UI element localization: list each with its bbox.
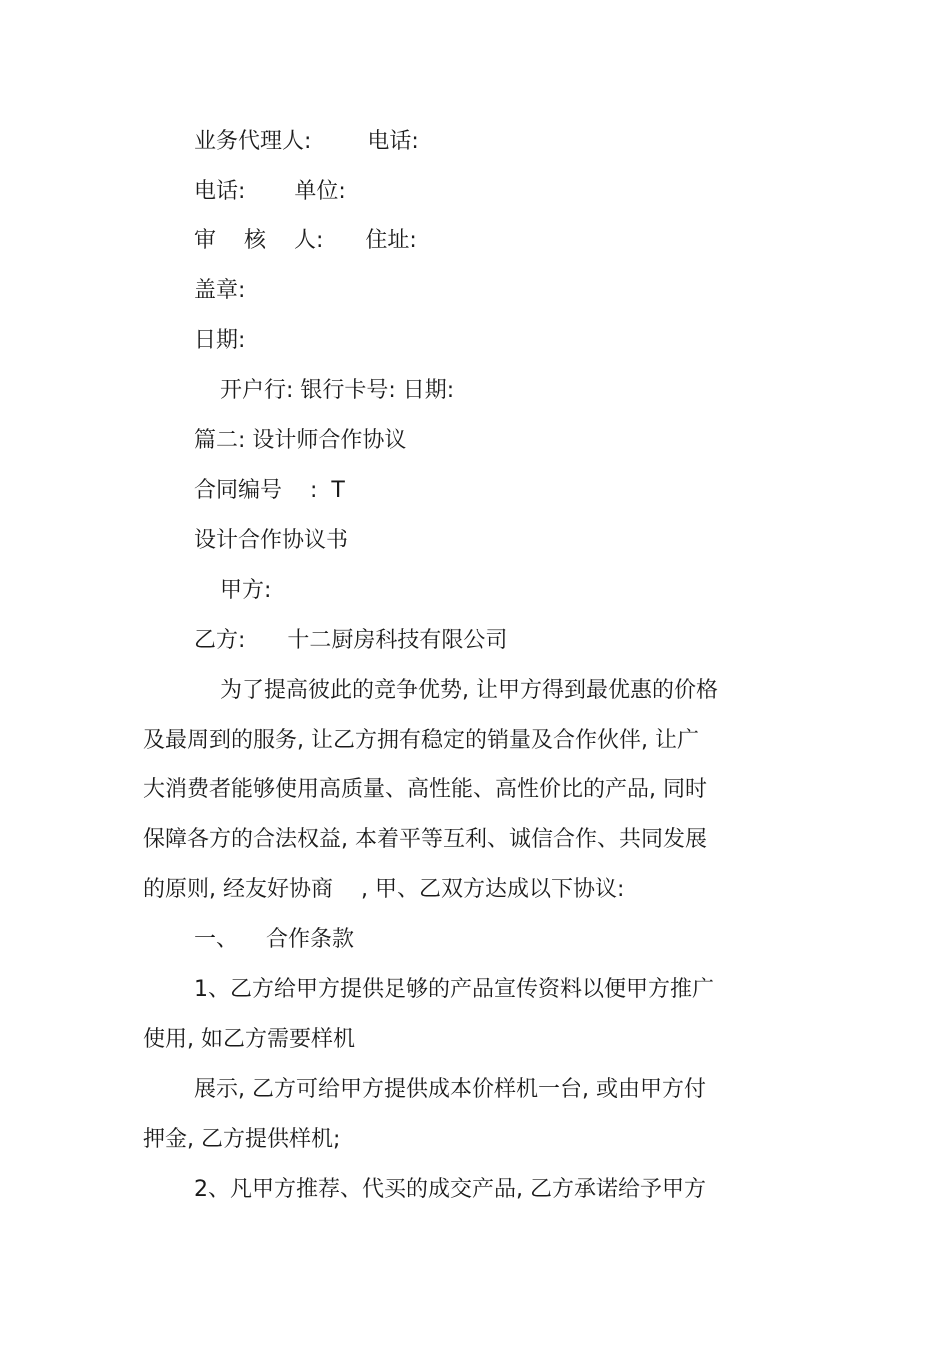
clause-line: 展示, 乙方可给甲方提供成本价样机一台, 或由甲方付 <box>194 1077 706 1102</box>
contract-number: 合同编号 : T <box>194 478 345 503</box>
clause-line: 押金, 乙方提供样机; <box>143 1127 341 1152</box>
text-line: 审 核 人: 住址: <box>194 228 417 253</box>
text-line: 电话: 单位: <box>194 179 346 204</box>
clause-line: 2、凡甲方推荐、代买的成交产品, 乙方承诺给予甲方 <box>194 1177 706 1202</box>
text-line: 开户行: 银行卡号: 日期: <box>220 378 455 403</box>
text-line: 日期: <box>194 328 246 353</box>
clause-line: 使用, 如乙方需要样机 <box>143 1027 355 1052</box>
paragraph-line: 为了提高彼此的竞争优势, 让甲方得到最优惠的价格 <box>220 678 718 703</box>
paragraph-line: 的原则, 经友好协商 , 甲、乙双方达成以下协议: <box>143 877 625 902</box>
paragraph-line: 及最周到的服务, 让乙方拥有稳定的销量及合作伙伴, 让广 <box>143 728 699 753</box>
text-line: 盖章: <box>194 278 246 303</box>
clause-heading: 一、 合作条款 <box>194 927 354 952</box>
section-heading: 篇二: 设计师合作协议 <box>194 428 407 453</box>
party-a: 甲方: <box>220 578 272 603</box>
clause-line: 1、乙方给甲方提供足够的产品宣传资料以便甲方推广 <box>194 977 714 1002</box>
paragraph-line: 大消费者能够使用高质量、高性能、高性价比的产品, 同时 <box>143 777 707 802</box>
text-line: 业务代理人: 电话: <box>194 129 419 154</box>
party-b: 乙方: 十二厨房科技有限公司 <box>194 628 508 653</box>
paragraph-line: 保障各方的合法权益, 本着平等互利、诚信合作、共同发展 <box>143 827 707 852</box>
document-title: 设计合作协议书 <box>194 528 349 553</box>
